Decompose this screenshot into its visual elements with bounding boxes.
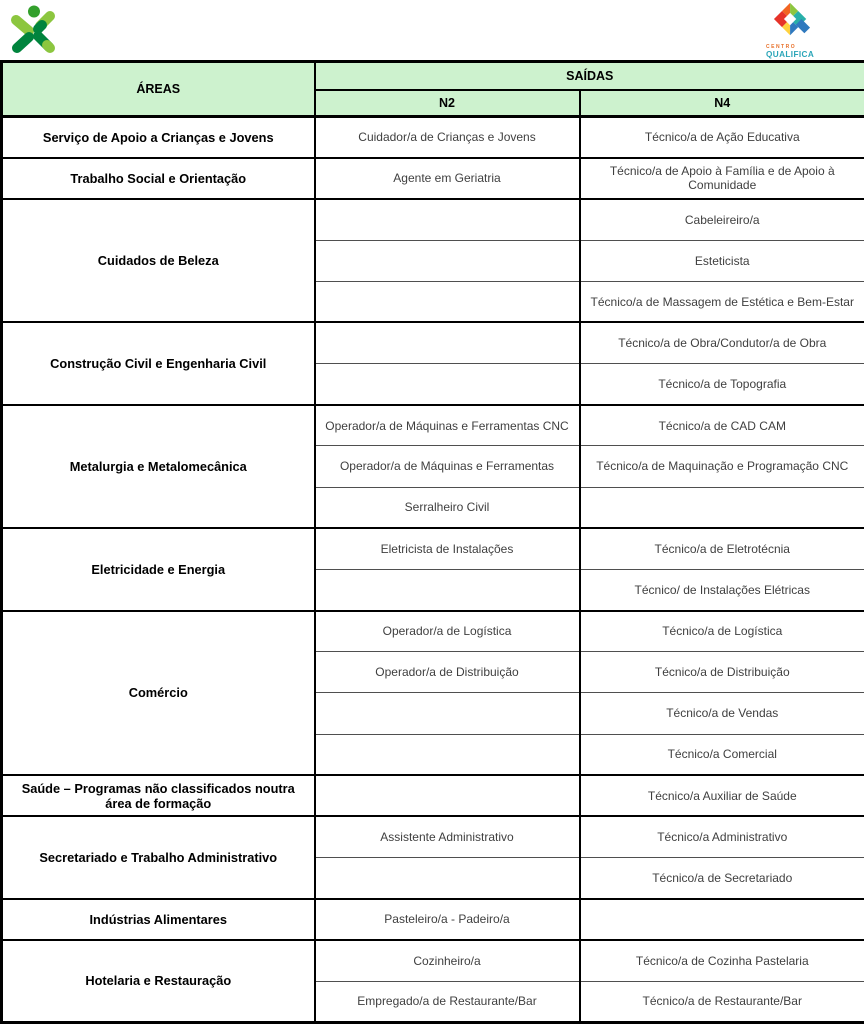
n4-cell: Técnico/a de Eletrotécnia — [580, 528, 864, 569]
n2-cell — [315, 281, 580, 322]
n2-cell: Operador/a de Distribuição — [315, 652, 580, 693]
n2-cell — [315, 199, 580, 240]
n2-cell — [315, 569, 580, 610]
n4-cell: Técnico/a de Vendas — [580, 693, 864, 734]
table-row — [2, 899, 864, 940]
table-header — [2, 62, 864, 117]
n2-cell: Eletricista de Instalações — [315, 528, 580, 569]
centro-qualifica-logo — [766, 1, 822, 59]
n4-cell — [580, 899, 864, 940]
n2-cell — [315, 775, 580, 816]
area-cell: Indústrias Alimentares — [2, 899, 315, 940]
table-row — [2, 528, 864, 569]
n2-cell: Agente em Geriatria — [315, 158, 580, 199]
centro-label: CENTRO — [766, 44, 797, 50]
n4-cell: Técnico/a de Maquinação e Programação CNC — [580, 446, 864, 487]
n4-cell: Cabeleireiro/a — [580, 199, 864, 240]
n2-cell — [315, 858, 580, 899]
table-row — [2, 611, 864, 652]
n2-cell — [315, 240, 580, 281]
n4-cell: Técnico/a Administrativo — [580, 816, 864, 857]
n4-cell: Técnico/a de Secretariado — [580, 858, 864, 899]
n2-cell: Cuidador/a de Crianças e Jovens — [315, 117, 580, 158]
logo-band — [0, 0, 864, 60]
n4-cell: Técnico/a de CAD CAM — [580, 405, 864, 446]
area-cell: Cuidados de Beleza — [2, 199, 315, 323]
iefp-logo-icon — [9, 3, 57, 55]
table-row — [2, 405, 864, 446]
n2-cell: Pasteleiro/a - Padeiro/a — [315, 899, 580, 940]
n4-cell: Técnico/a de Topografia — [580, 364, 864, 405]
n4-cell: Técnico/a de Apoio à Família e de Apoio à Comunidade — [580, 158, 864, 199]
n4-cell: Técnico/a de Logística — [580, 611, 864, 652]
n4-cell: Técnico/a de Massagem de Estética e Bem-Estar — [580, 281, 864, 322]
n2-column-header: N2 — [315, 90, 580, 117]
area-cell: Eletricidade e Energia — [2, 528, 315, 610]
qualifica-label: QUALIFICA — [766, 50, 815, 59]
n4-cell — [580, 487, 864, 528]
area-cell: Hotelaria e Restauração — [2, 940, 315, 1023]
n4-cell: Técnico/a de Ação Educativa — [580, 117, 864, 158]
table-row — [2, 940, 864, 981]
n2-cell — [315, 322, 580, 363]
areas-column-header: ÁREAS — [2, 62, 315, 117]
area-cell: Saúde – Programas não classificados noutra área de formação — [2, 775, 315, 816]
saidas-column-header: SAÍDAS — [315, 62, 864, 90]
area-cell: Trabalho Social e Orientação — [2, 158, 315, 199]
area-cell: Serviço de Apoio a Crianças e Jovens — [2, 117, 315, 158]
area-cell: Comércio — [2, 611, 315, 776]
n4-cell: Técnico/a de Cozinha Pastelaria — [580, 940, 864, 981]
n4-cell: Esteticista — [580, 240, 864, 281]
n2-cell — [315, 734, 580, 775]
table-row — [2, 117, 864, 158]
area-cell: Secretariado e Trabalho Administrativo — [2, 816, 315, 898]
n2-cell: Empregado/a de Restaurante/Bar — [315, 981, 580, 1022]
n4-cell: Técnico/a Auxiliar de Saúde — [580, 775, 864, 816]
table-row — [2, 158, 864, 199]
n2-cell — [315, 693, 580, 734]
n4-cell: Técnico/a de Distribuição — [580, 652, 864, 693]
n2-cell: Cozinheiro/a — [315, 940, 580, 981]
n4-cell: Técnico/ de Instalações Elétricas — [580, 569, 864, 610]
iefp-logo — [9, 3, 57, 55]
table-row — [2, 322, 864, 363]
n4-cell: Técnico/a de Restaurante/Bar — [580, 981, 864, 1022]
n2-cell — [315, 364, 580, 405]
table-row — [2, 816, 864, 857]
areas-saidas-table — [0, 60, 864, 1024]
table-row — [2, 199, 864, 240]
area-cell: Construção Civil e Engenharia Civil — [2, 322, 315, 404]
n4-column-header: N4 — [580, 90, 864, 117]
n2-cell: Assistente Administrativo — [315, 816, 580, 857]
n2-cell: Operador/a de Máquinas e Ferramentas CNC — [315, 405, 580, 446]
n4-cell: Técnico/a de Obra/Condutor/a de Obra — [580, 322, 864, 363]
n4-cell: Técnico/a Comercial — [580, 734, 864, 775]
n2-cell: Serralheiro Civil — [315, 487, 580, 528]
centro-qualifica-icon — [766, 1, 818, 39]
n2-cell: Operador/a de Máquinas e Ferramentas — [315, 446, 580, 487]
n2-cell: Operador/a de Logística — [315, 611, 580, 652]
table-row — [2, 775, 864, 816]
area-cell: Metalurgia e Metalomecânica — [2, 405, 315, 529]
